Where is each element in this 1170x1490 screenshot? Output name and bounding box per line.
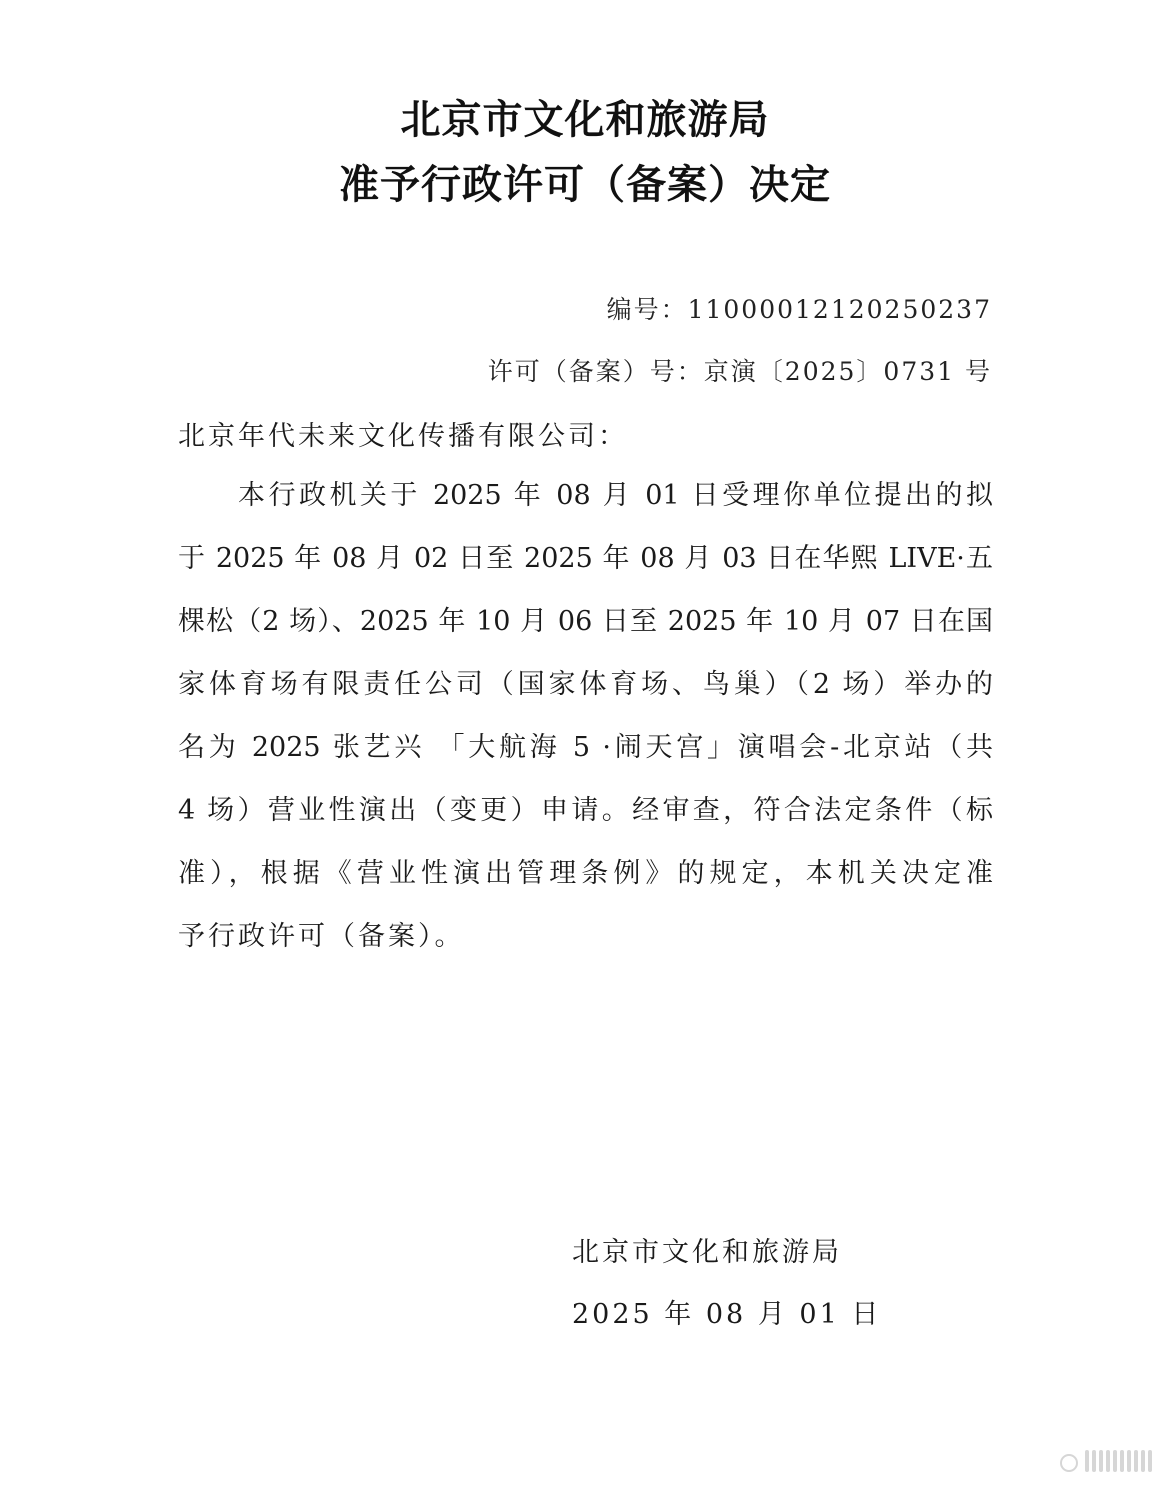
body-line: 本行政机关于 2025 年 08 月 01 日受理你单位提出的拟 (238, 480, 993, 511)
body-line: 4 场）营业性演出（变更）申请。经审查，符合法定条件（标 (178, 795, 993, 826)
document-title-line1: 北京市文化和旅游局 (400, 96, 770, 143)
permit-number: 许可（备案）号：京演〔2025〕0731 号 (487, 357, 992, 386)
body-line: 予行政许可（备案）。 (178, 921, 465, 952)
watermark-circle-icon (1060, 1454, 1078, 1472)
addressee: 北京年代未来文化传播有限公司： (178, 421, 628, 452)
watermark-logo (1060, 1450, 1152, 1472)
document-title-line2: 准予行政许可（备案）决定 (339, 161, 831, 208)
signature-date: 2025 年 08 月 01 日 (572, 1299, 882, 1330)
signature-organization: 北京市文化和旅游局 (572, 1237, 842, 1268)
body-line: 准），根据《营业性演出管理条例》的规定，本机关决定准 (178, 858, 993, 889)
body-line: 棵松（2 场）、2025 年 10 月 06 日至 2025 年 10 月 07 日在国 (178, 606, 993, 637)
body-line: 于 2025 年 08 月 02 日至 2025 年 08 月 03 日在华熙 LIVE·五 (178, 543, 993, 574)
decision-body (178, 474, 993, 978)
document-number: 编号：11000012120250237 (606, 295, 992, 324)
body-line: 名为 2025 张艺兴 「大航海 5 ·闹天宫」演唱会-北京站（共 (178, 732, 993, 763)
body-line: 家体育场有限责任公司（国家体育场、鸟巢）（2 场）举办的 (178, 669, 993, 700)
